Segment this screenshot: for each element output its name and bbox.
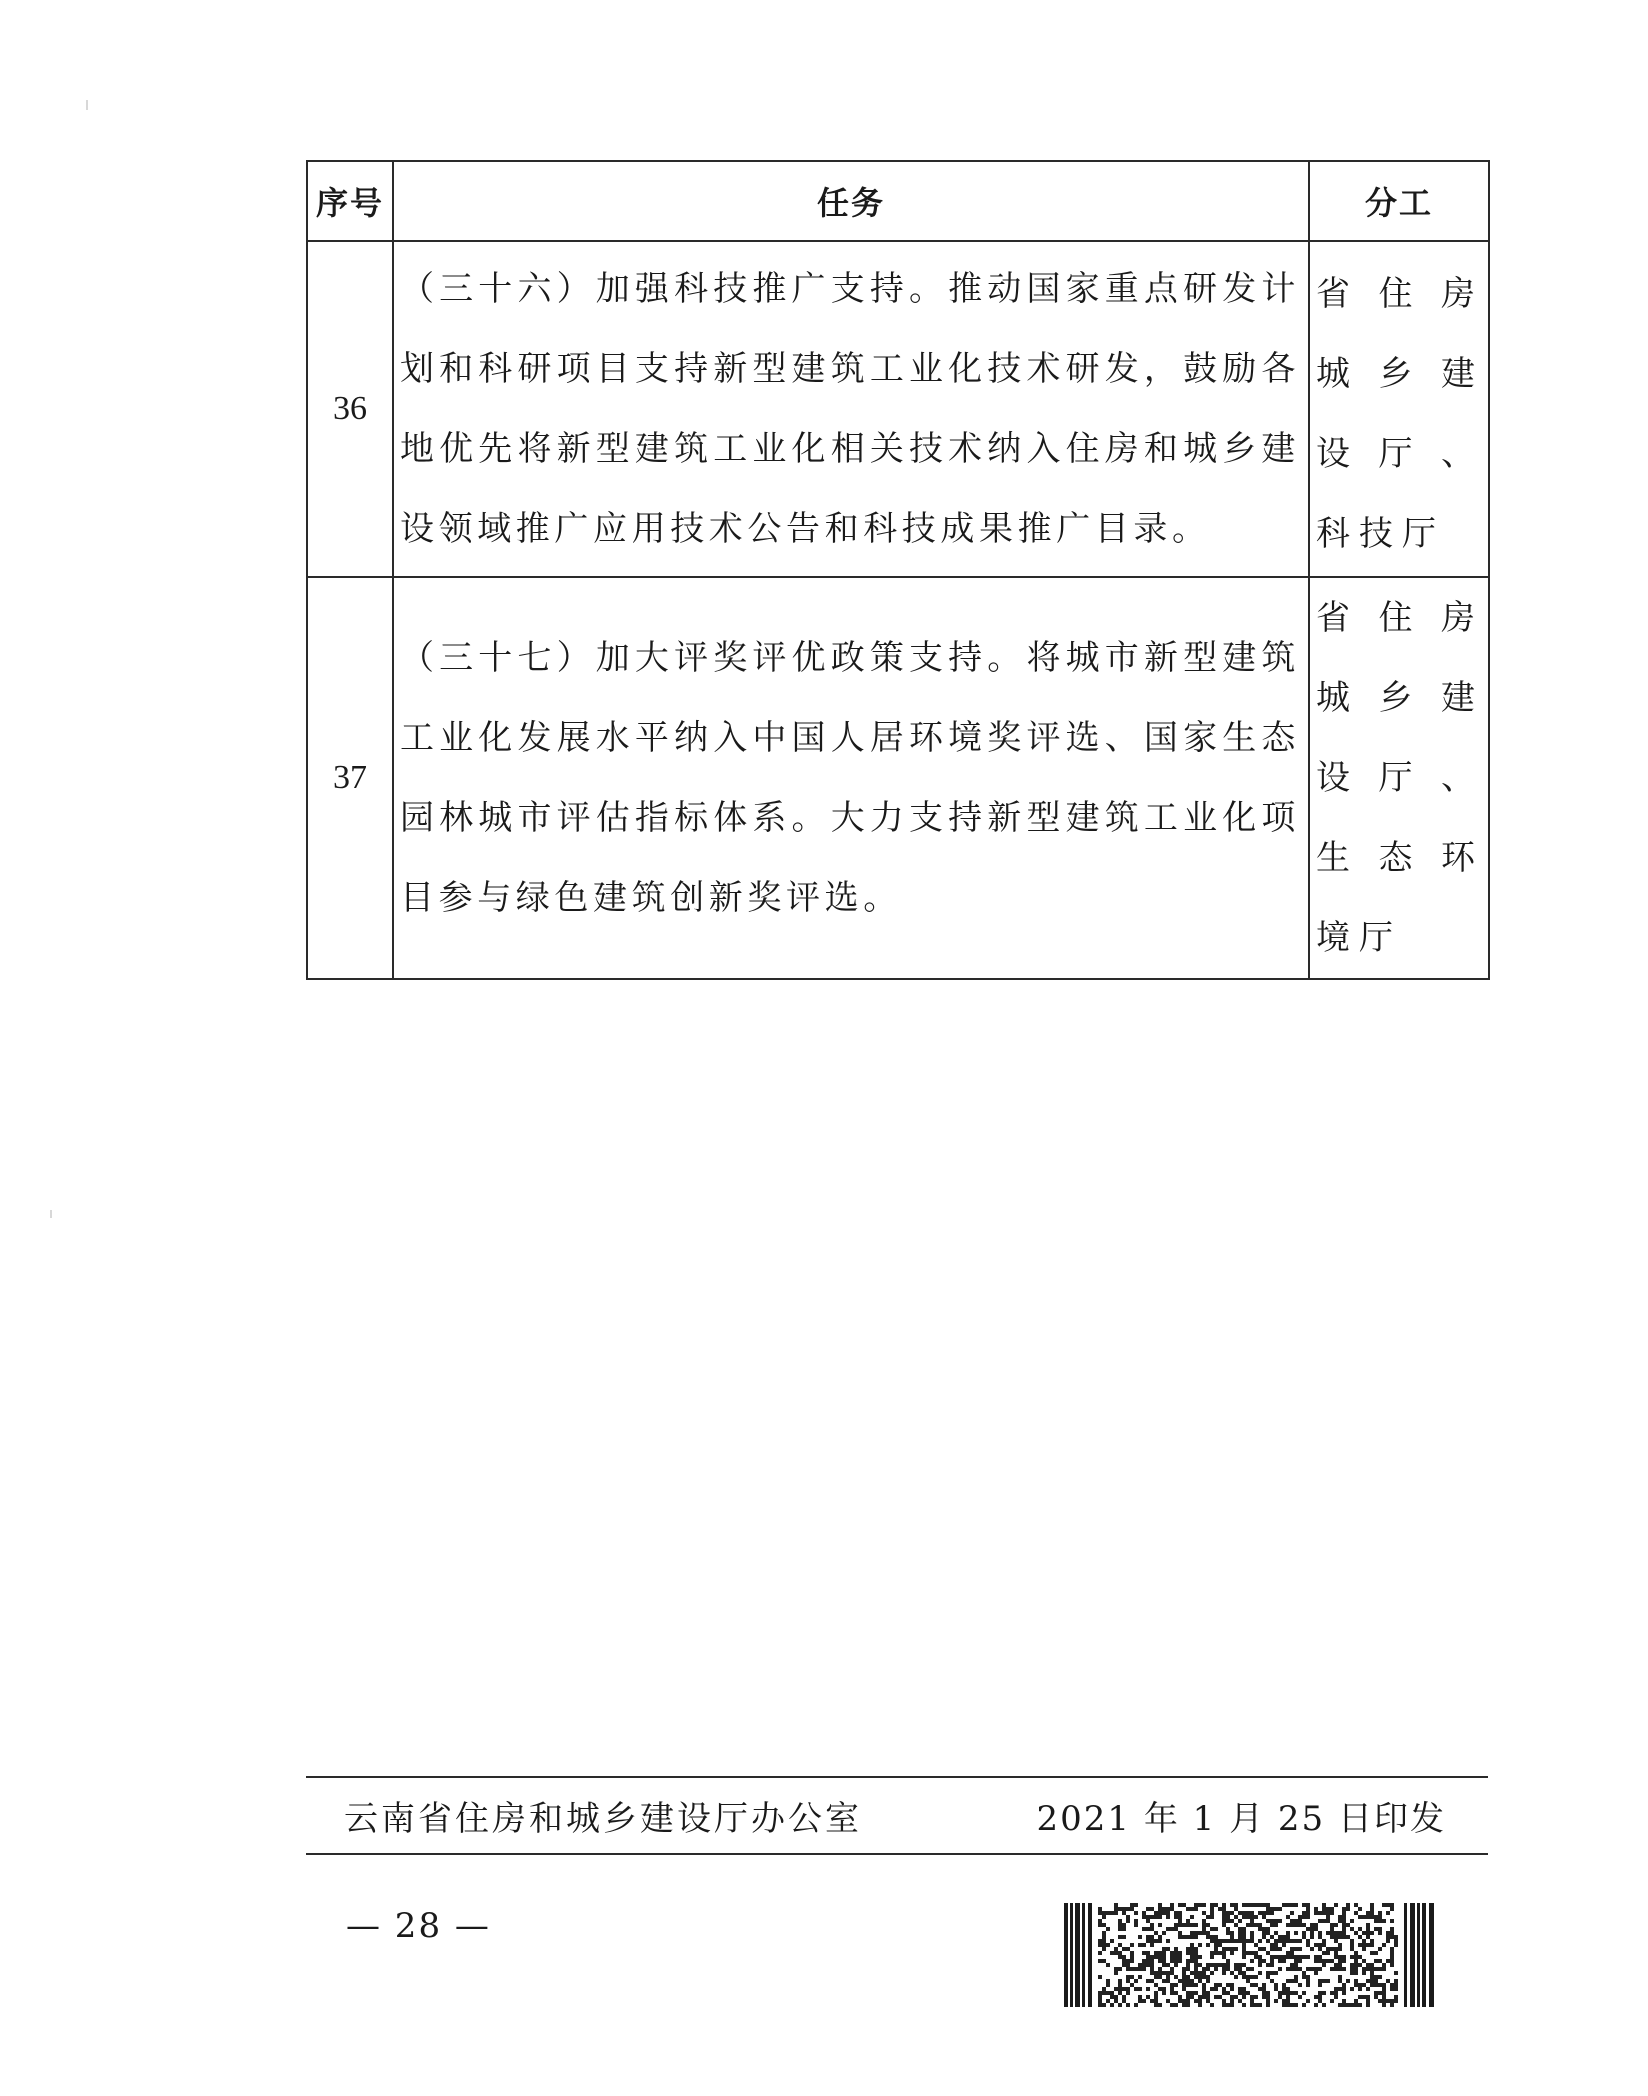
scan-mark [50,1210,52,1218]
page-number: — 28 — [346,1906,491,1946]
footer-rule-top [306,1776,1488,1778]
division-cell [1309,241,1489,577]
task-cell [393,577,1309,979]
document-barcode [1064,1903,1448,2007]
barcode-matrix [1098,1903,1398,2007]
scan-mark [86,100,88,110]
division-text: 省住房城乡建设厅、生态环境厅 [1316,598,1484,958]
barcode-guard-right [1404,1903,1434,2007]
task-text: （三十七）加大评奖评优政策支持。将城市新型建筑工业化发展水平纳入中国人居环境奖评选、国家生态园林城市评估指标体系。大力支持新型建筑工业化项目参与绿色建筑创新奖评选。 [400,638,1300,918]
footer-rule-bottom [306,1853,1488,1855]
row-number: 37 [307,577,393,979]
division-cell [1309,577,1489,979]
table-header-row [307,161,1489,241]
barcode-guard-left [1064,1903,1092,2007]
row-number: 36 [307,241,393,577]
issuer-name: 云南省住房和城乡建设厅办公室 [344,1799,862,1839]
table-row [307,241,1489,577]
task-table [306,160,1490,980]
header-division: 分工 [1309,161,1489,241]
issue-date: 2021 年 1 月 25 日印发 [1036,1799,1446,1839]
division-text: 省住房城乡建设厅、科技厅 [1316,274,1484,554]
header-no: 序号 [307,161,393,241]
task-text: （三十六）加强科技推广支持。推动国家重点研发计划和科研项目支持新型建筑工业化技术研发，鼓励各地优先将新型建筑工业化相关技术纳入住房和城乡建设领域推广应用技术公告和科技成果推广目录。 [400,269,1300,549]
table-row [307,577,1489,979]
task-cell [393,241,1309,577]
header-task: 任务 [393,161,1309,241]
